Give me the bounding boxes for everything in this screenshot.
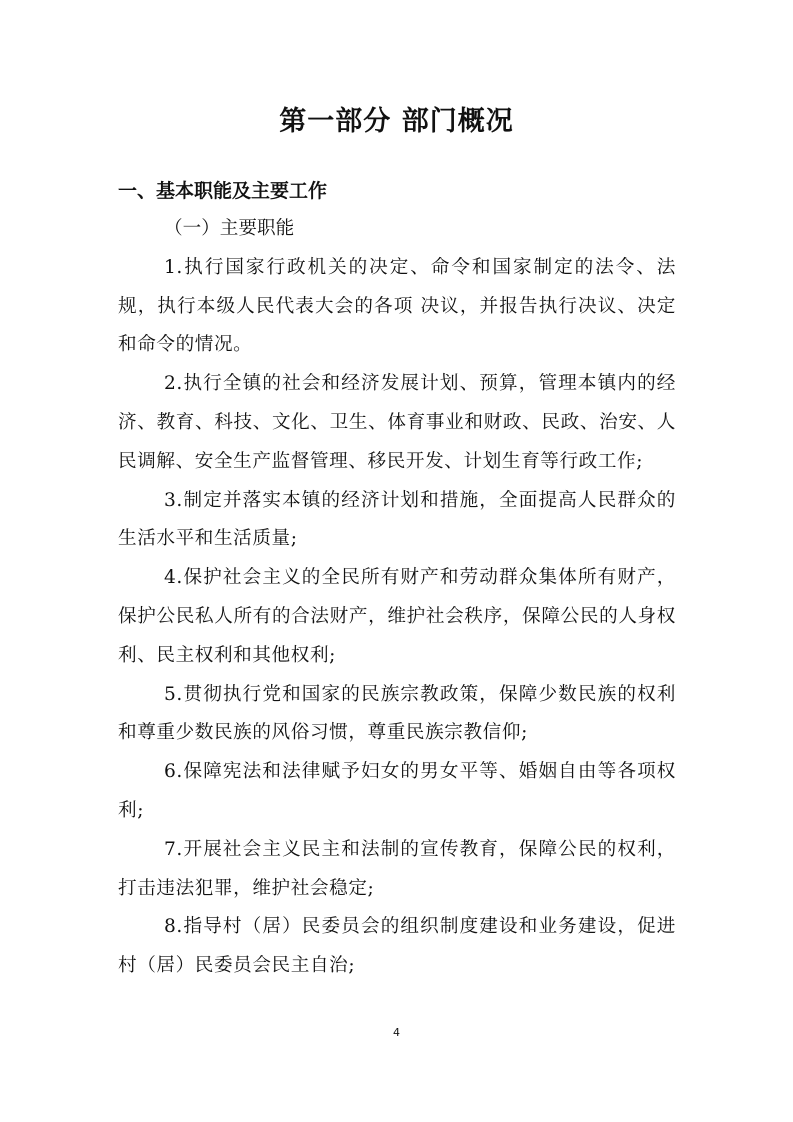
body-text [118,210,676,986]
section-heading: 一、基本职能及主要工作 [118,180,328,202]
page-number: 4 [393,1026,400,1039]
paragraph-6: 6.保障宪法和法律赋予妇女的男女平等、婚姻自由等各项权利; [118,761,676,821]
paragraph-3: 3.制定并落实本镇的经济计划和措施，全面提高人民群众的生活水平和生活质量; [118,489,676,550]
paragraph-8: 8.指导村（居）民委员会的组织制度建设和业务建设，促进村（居）民委员会民主自治; [118,916,676,977]
paragraph-7: 7.开展社会主义民主和法制的宣传教育，保障公民的权利，打击违法犯罪，维护社会稳定; [118,838,676,899]
paragraph-2: 2.执行全镇的社会和经济发展计划、预算，管理本镇内的经济、教育、科技、文化、卫生、体育事业和财政、民政、治安、人民调解、安全生产监督管理、移民开发、计划生育等行政工作; [118,373,676,472]
paragraph-4: 4.保护社会主义的全民所有财产和劳动群众集体所有财产，保护公民私人所有的合法财产，维护社会秩序，保障公民的人身权利、民主权利和其他权利; [118,567,676,666]
paragraph-5: 5.贯彻执行党和国家的民族宗教政策，保障少数民族的权利和尊重少数民族的风俗习惯，尊重民族宗教信仰; [118,683,676,744]
page-title: 第一部分 部门概况 [279,106,514,137]
paragraph-1: 1.执行国家行政机关的决定、命令和国家制定的法令、法规，执行本级人民代表大会的各项 决议，并报告执行决议、决定和命令的情况。 [118,256,676,356]
subheading: （一）主要职能 [164,218,295,239]
